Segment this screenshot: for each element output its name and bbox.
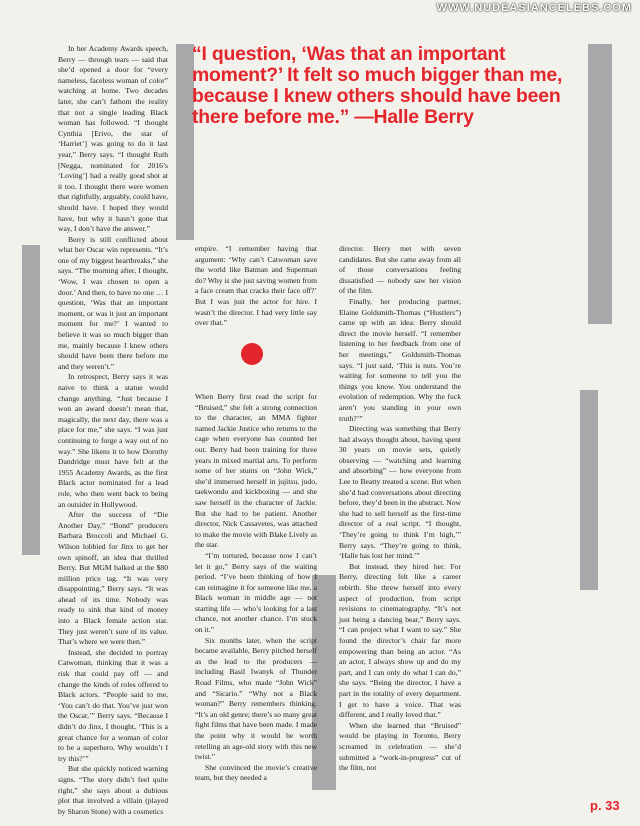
paragraph: When she learned that “Bruised” would be playing in Toronto, Berry screamed in celebration — she’d submitted a “work-in-progress” cut of the film, not [339,720,461,773]
paragraph: empire. “I remember having that argument: ‘Why can’t Catwoman save the world like Batman and Superman do? Why is she just saving women from a face cream that cracks their face off?’ But I was just the actor for hire. I wasn’t the director. I had very little say over that.” [195,244,317,328]
paragraph: But she quickly noticed warning signs. “The story didn’t feel quite right,” she says about a dubious plot that involved a villain (played by Sharon Stone) with a cosmetics [58,764,168,816]
paragraph: She convinced the movie’s creative team, but they needed a [195,762,317,783]
pull-quote: “I question, ‘Was that an important moment?’ It felt so much bigger than me, because I knew others should have been there before me.” —Halle Berry [192,43,563,128]
watermark: WWW.NUDEASIANCELEBS.COM [436,2,632,14]
paragraph: Six months later, when the script became available, Berry pitched herself as the lead to the producers — including Basil Iwanyk of Thunder Road Films, who made “John Wick” and “Sicario.” “Why not a Black woman?” Berry remembers thinking. “It’s an old genre; there’s so many great fight films that have been made. I made the point why it would be worth retelling an age-old story with this new twist.” [195,635,317,762]
paragraph: After the success of “Die Another Day,” “Bond” producers Barbara Broccoli and Michael G. Wilson lobbied for Jinx to get her own spinoff, an idea that thrilled Berry. But MGM balked at the $80 million price tag. “It was very disappointing,” Berry says. “It was ahead of its time. Nobody was ready to sink that kind of money into a Black female action star. They just weren’t sure of its value. That’s where we were then.” [58,510,168,647]
paragraph: When Berry first read the script for “Bruised,” she felt a strong connection to the character, an MMA fighter named Jackie Justice who returns to the cage when everyone has counted her out. Berry had been training for three years in mixed martial arts. To perform some of her stunts on “John Wick,” she’d immersed herself in jujitsu, judo, taekwondo and kickboxing — and she saw herself in the character of Jackie. But she had to be patient. Another director, Nick Cassavetes, was attached to make the movie with Blake Lively as the star. [195,392,317,550]
paragraph: Finally, her producing partner, Elaine Goldsmith-Thomas (“Hustlers”) came up with an idea: Berry should direct the movie herself. “I remember listening to her feedback from one of her meetings,” Goldsmith-Thomas says. “I just said, ‘This is nuts. You’re waiting for someone to tell you the things you know. You understand the evolution of redemption. Why the fuck aren’t you standing in your own truth?’” [339,296,461,423]
paragraph: director. Berry met with seven candidates. But she came away from all of those conversations feeling dissatisfied — nobody saw her vision of the film. [339,244,461,296]
red-dot [241,343,263,365]
page-number: p. 33 [590,798,620,813]
paragraph: But instead, they hired her. For Berry, directing felt like a career rebirth. She threw herself into every aspect of production, from script revisions to cinematography. “It’s not just being a dancing bear,” Berry says. “I can project what I want to say.” She found the director’s chair far more empowering than being an actor. “As an actor, I always show up and do my part, and I can only do what I can do,” she says. “Being the director, I have a part in the totality of every department. I get to have a voice. That was different, and I really loved that.” [339,561,461,720]
article-column-2-top [195,244,317,329]
paragraph: In retrospect, Berry says it was naive to think a statue would change anything. “Just because I won an award doesn’t mean that, magically, the next day, there was a place for me,” she says. “I was just continuing to forge a way out of no way.” She likens it to how Dorothy Dandridge must have felt at the 1955 Academy Awards, as the first Black actor nominated for a lead role, who then went back to being an outsider in Hollywood. [58,372,168,509]
paragraph: In her Academy Awards speech, Berry — through tears — said that she’d opened a door for “every nameless, faceless woman of color” watching at home. Two decades later, she can’t fathom the reality that not a single leading Black woman has followed. “I thought Cynthia [Erivo, the star of ‘Harriet’] was going to do it last year,” Berry says. “I thought Ruth [Negga, nominated for 2016’s ‘Loving’] had a really good shot at it too. I thought there were women that rightfully, arguably, could have, should have. I hoped they would have, but why it hasn’t gone that way, I don’t have the answer.” [58,44,169,234]
article-column-3 [339,244,461,774]
decor-strip-left [22,245,40,555]
paragraph: Directing was something that Berry had always thought about, having spent 30 years on movie sets, quietly observing — “watching and learning and absorbing” — how everyone from Lee to Beatty treated a scene. But when she’d had conversations about directing before, they’d been in the abstract. Now she had to sell herself as the first-time director of a real script. “I thought, ‘They’re going to think I’m high,’” Berry says. “They’re going to think, ‘Halle has lost her mind.’” [339,424,461,561]
paragraph: Berry is still conflicted about what her Oscar win represents. “It’s one of my biggest heartbreaks,” she says. “The morning after, I thought, ‘Wow, I was chosen to open a door.’ And then, to have no one … I question, ‘Was that an important moment, or was it just an important moment for me?’ I wanted to believe it was so much bigger than me, mainly because I knew others should have been there before me and they weren’t.” [58,234,168,371]
decor-strip-right-mid [580,390,598,590]
article-column-2-bottom [195,392,317,784]
decor-strip-right-upper [588,44,612,324]
paragraph: “I’m tortured, because now I can’t let it go,” Berry says of the waiting period. “I’ve been thinking of how I can reimagine it for someone like me, a Black woman in middle age — not starting life — who’s looking for a last chance, not another chance. I’m stuck on it.” [195,550,317,635]
paragraph: Instead, she decided to portray Catwoman, thinking that it was a risk that could pay off — and change the kinds of roles offered to Black actors. “People said to me, ‘You can’t do that. You’ve just won the Oscar,’” Berry says. “Because I didn’t do Jinx, I thought, ‘This is a great chance for a woman of color to be a superhero. Why wouldn’t I try this?’” [58,647,168,763]
article-column-1 [58,44,168,817]
